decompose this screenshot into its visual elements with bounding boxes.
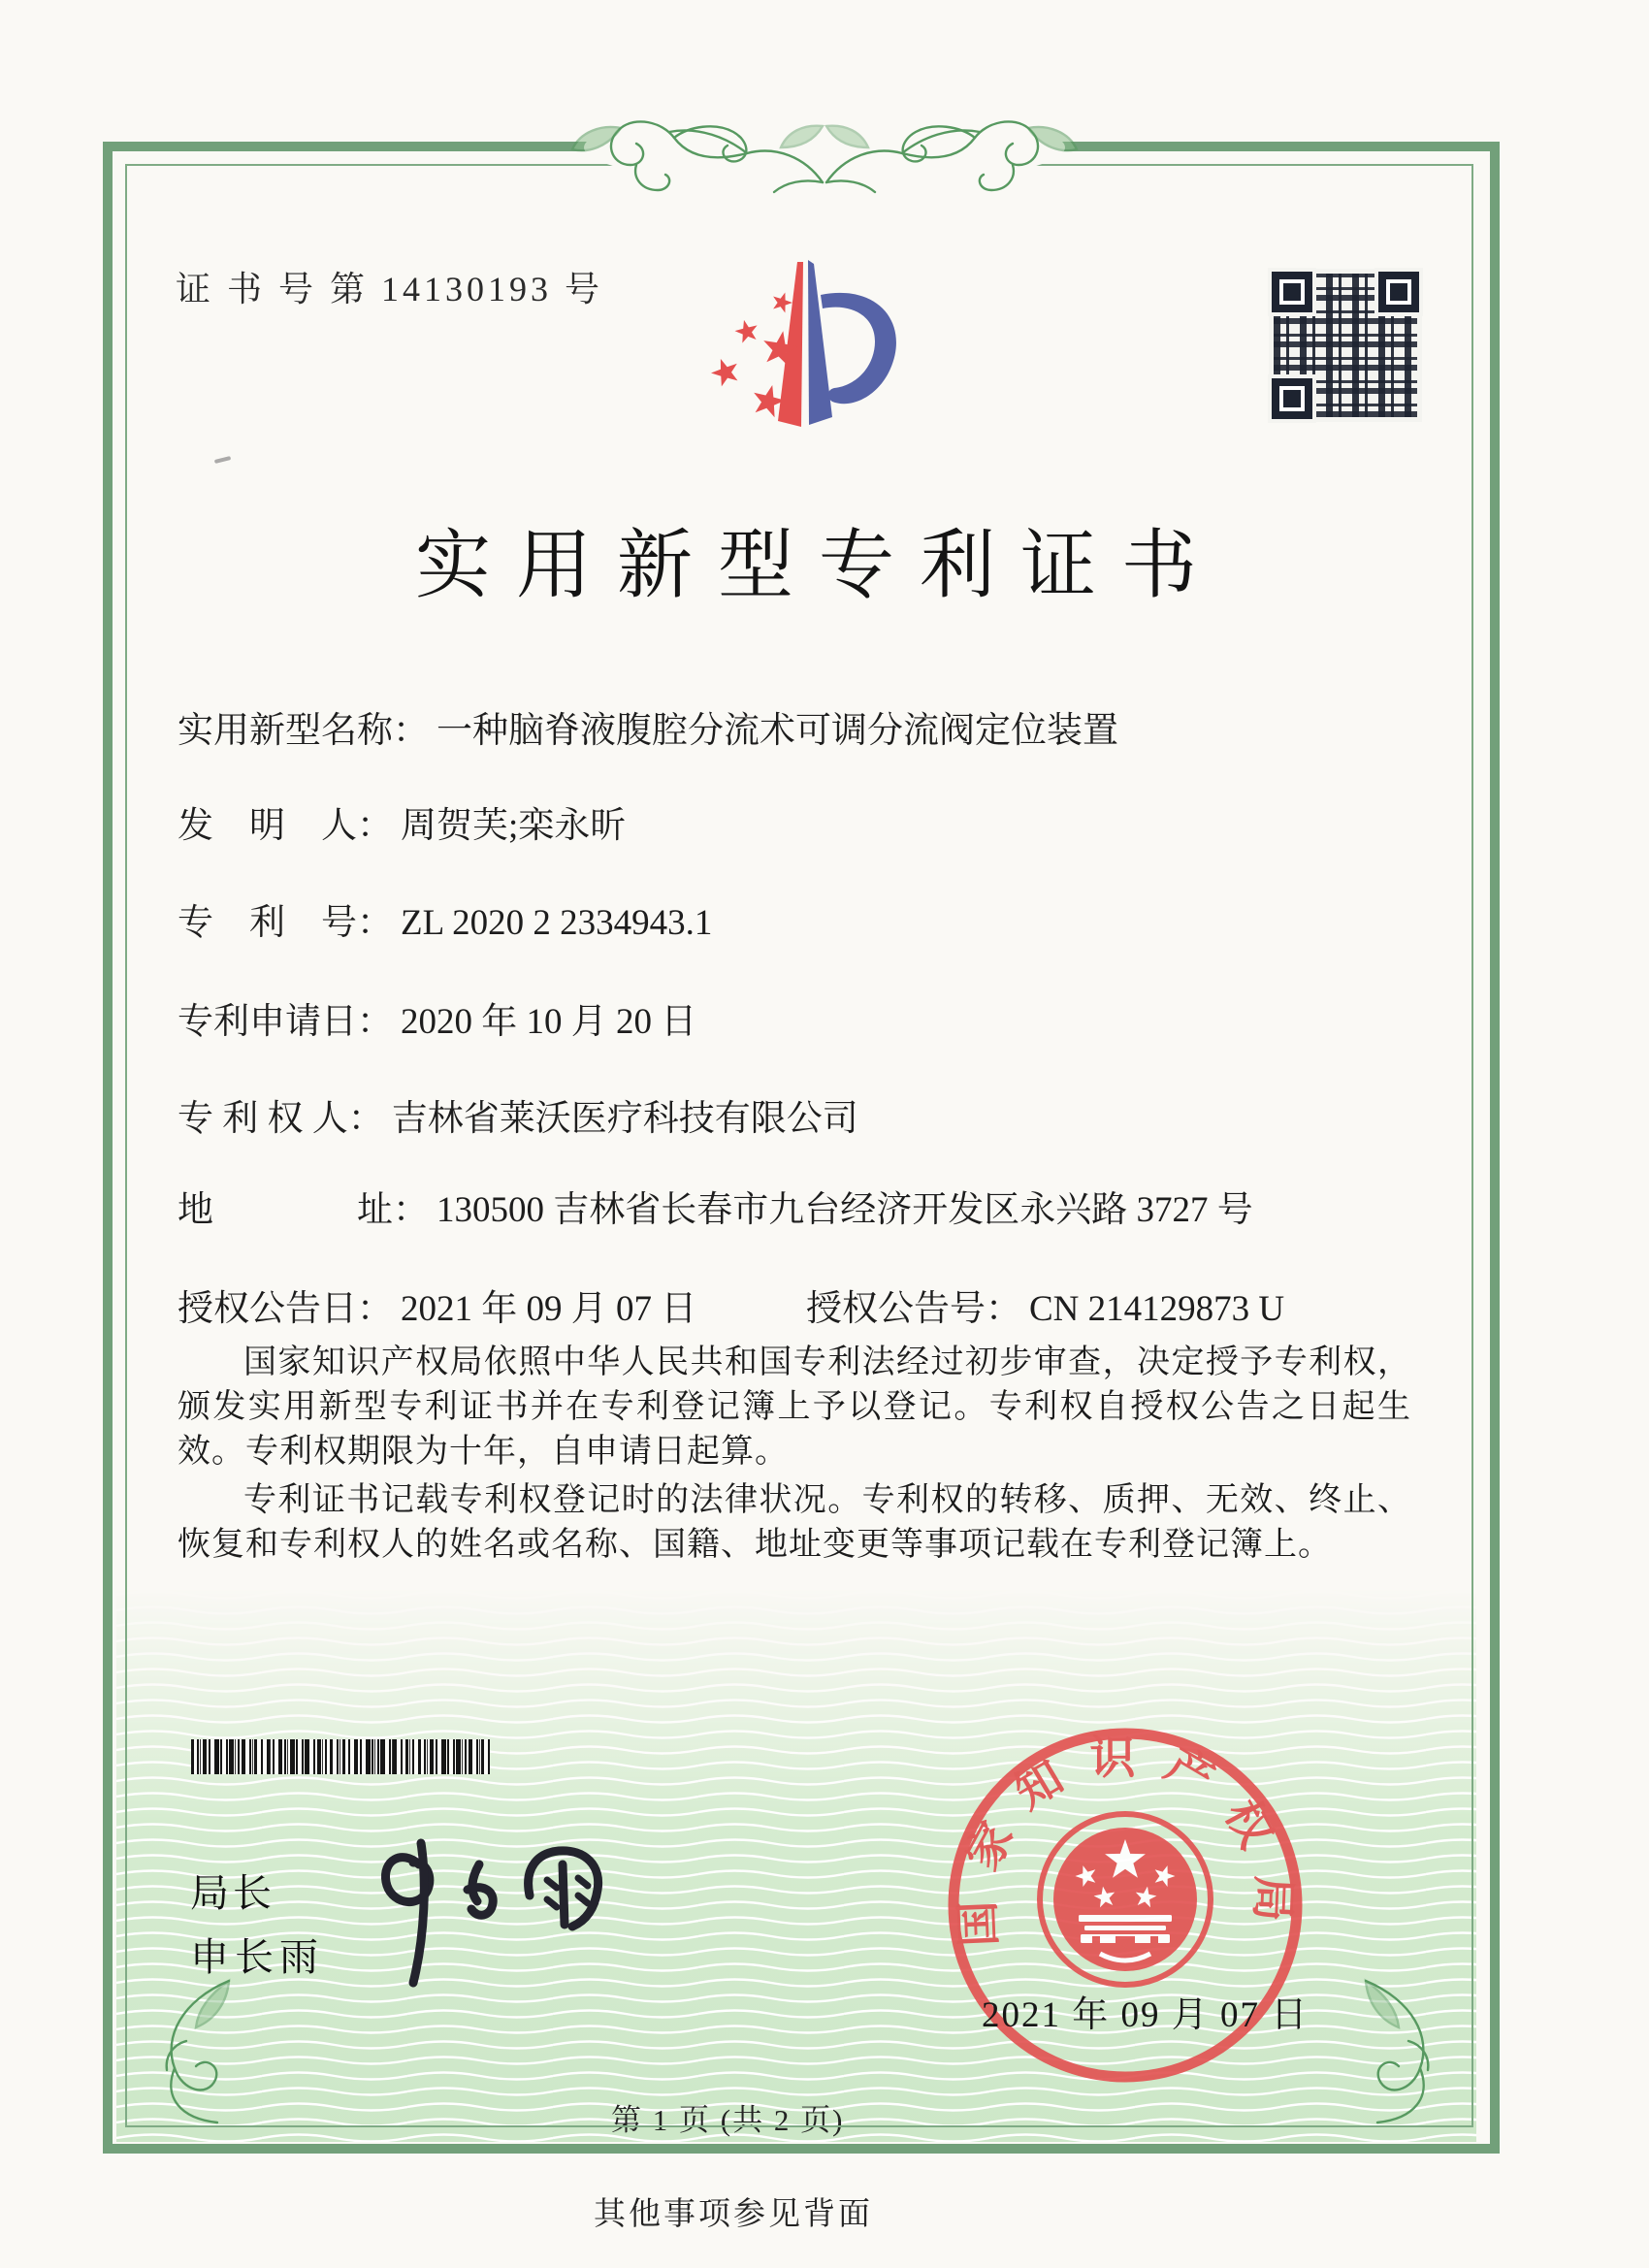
seal-text: 国家知识产权局 [952,1733,1299,1948]
legal-paragraph-2: 专利证书记载专利权登记时的法律状况。专利权的转移、质押、无效、终止、恢复和专利权人的姓名或名称、国籍、地址变更等事项记载在专利登记簿上。 [178,1482,1411,1563]
field-label: 授权公告号： [806,1289,1021,1329]
field-label: 专 利 号： [178,903,393,943]
field-label: 授权公告日： [178,1289,393,1329]
floral-ornament-top [543,89,1106,203]
signature [357,1835,619,2003]
field-value: CN 214129873 U [1029,1289,1285,1329]
qr-finder-icon [1272,378,1312,419]
certificate-title: 实用新型专利证书 [415,523,1223,607]
national-emblem-icon [1040,1814,1211,1985]
floral-ornament-corner [1350,1973,1467,2133]
grant-number [806,1279,1284,1331]
cnipa-logo-icon [685,254,922,449]
field-label: 专利申请日： [178,1002,393,1042]
certificate-number: 证 书 号 第 14130193 号 [176,270,604,308]
qr-finder-icon [1378,272,1419,312]
legal-text-block [178,1341,1411,1571]
field-value: 2020 年 10 月 20 日 [401,1002,697,1042]
officer-name: 申长雨 [190,1935,324,1979]
pen-mark [214,456,231,464]
field-label: 专 利 权 人： [178,1099,384,1139]
field-row-patentee [178,1088,1439,1141]
field-row-address [178,1180,1439,1232]
field-row-inventor [178,795,1439,848]
seal-date: 2021 年 09 月 07 日 [982,1995,1310,2035]
field-row-name [178,700,1439,753]
field-row-filing-date [178,991,1439,1044]
field-row-grant [178,1279,1439,1331]
field-value: 周贺芙;栾永昕 [401,806,627,846]
field-label: 发 明 人： [178,806,393,846]
qr-finder-icon [1272,272,1312,312]
field-value: 一种脑脊液腹腔分流术可调分流阀定位装置 [436,711,1118,751]
field-label: 实用新型名称： [178,711,429,751]
field-value: 2021 年 09 月 07 日 [401,1289,697,1329]
field-value: ZL 2020 2 2334943.1 [401,903,713,943]
qr-code [1269,269,1422,422]
back-note: 其他事项参见背面 [594,2197,873,2232]
floral-ornament-corner [128,1973,244,2133]
legal-paragraph-1: 国家知识产权局依照中华人民共和国专利法经过初步审查，决定授予专利权，颁发实用新型专利证书并在专利登记簿上予以登记。专利权自授权公告之日起生效。专利权期限为十年，自申请日起算。 [178,1345,1411,1470]
barcode [191,1739,490,1774]
field-label: 地 址： [178,1190,429,1230]
page-indicator: 第 1 页 (共 2 页) [611,2103,845,2137]
field-value: 130500 吉林省长春市九台经济开发区永兴路 3727 号 [436,1190,1253,1230]
officer-title: 局长 [190,1871,275,1915]
official-seal [926,1705,1326,2112]
field-value: 吉林省莱沃医疗科技有限公司 [391,1099,858,1139]
field-row-patent-no [178,892,1439,945]
